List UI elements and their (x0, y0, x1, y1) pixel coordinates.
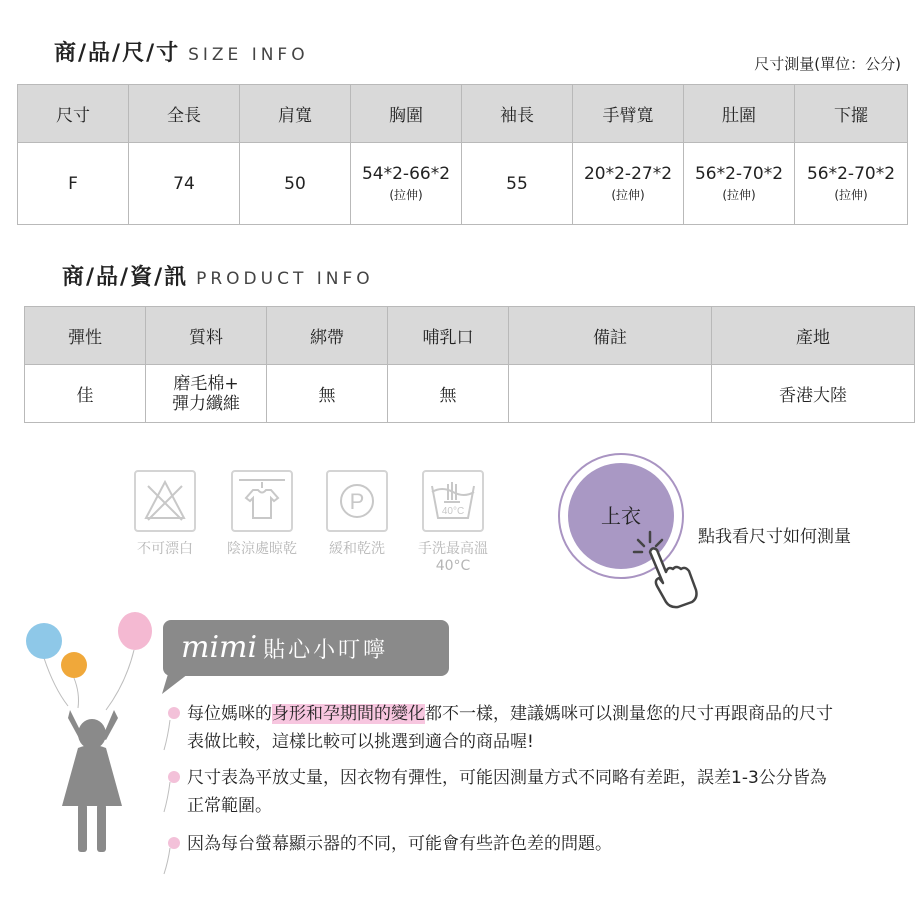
hand-wash-icon (422, 470, 484, 532)
material-line: 彈力纖維 (172, 393, 240, 414)
size-sub: (拉伸) (722, 188, 756, 202)
care-label: 手洗最高溫 (418, 541, 488, 557)
tip-item-1 (187, 700, 907, 756)
balloon-pink (118, 612, 152, 650)
strap-cell: 無 (267, 365, 388, 423)
size-value: 56*2-70*2 (694, 164, 784, 184)
hand-wash-temp: 40°C (441, 506, 465, 517)
unit-note: 尺寸測量(單位：公分) (754, 55, 901, 73)
bubble-tail (160, 674, 190, 696)
size-cell (240, 143, 351, 225)
size-cell (795, 143, 908, 225)
size-header-cell: 下擺 (795, 85, 908, 143)
gentle-dry-clean-icon (326, 470, 388, 532)
material-cell (146, 365, 267, 423)
measure-circle-label: 上衣 (601, 504, 641, 528)
care-label: 陰涼處晾乾 (227, 541, 297, 557)
size-cell (462, 143, 573, 225)
svg-text:P: P (349, 489, 365, 514)
size-header-row (18, 85, 908, 143)
tip-text: 每位媽咪的 (187, 704, 272, 724)
origin-cell: 香港大陸 (712, 365, 915, 423)
size-header-cell: 尺寸 (18, 85, 129, 143)
bullet-connector (160, 716, 174, 876)
size-header-cell: 手臂寬 (573, 85, 684, 143)
product-info-title (62, 260, 374, 291)
size-value: 50 (284, 173, 306, 194)
care-label: 緩和乾洗 (329, 541, 385, 557)
product-title-zh: 商/品/資/訊 (62, 265, 189, 290)
tip-text: 表做比較，這樣比較可以挑選到適合的商品喔! (187, 732, 534, 752)
care-label-2: 40°C (435, 558, 471, 574)
size-header-cell: 袖長 (462, 85, 573, 143)
material-line: 磨毛棉+ (173, 373, 239, 394)
size-sub: (拉伸) (834, 188, 868, 202)
elasticity-cell: 佳 (25, 365, 146, 423)
shade-dry-icon (231, 470, 293, 532)
care-item (214, 470, 310, 558)
tip-item-3: 因為每台螢幕顯示器的不同，可能會有些許色差的問題。 (187, 834, 612, 854)
size-header-cell: 全長 (129, 85, 240, 143)
tip-text: 正常範圍。 (187, 796, 272, 816)
size-cell (129, 143, 240, 225)
no-bleach-icon (134, 470, 196, 532)
size-cell (351, 143, 462, 225)
care-item (317, 470, 397, 558)
size-title-en: SIZE INFO (188, 45, 309, 65)
size-sub: (拉伸) (389, 188, 423, 202)
balloon-blue (26, 623, 62, 659)
size-cell (18, 143, 129, 225)
product-header-cell: 備註 (509, 307, 712, 365)
product-table (24, 306, 915, 423)
product-header-row (25, 307, 915, 365)
size-data-row (18, 143, 908, 225)
size-value: 55 (506, 173, 528, 194)
product-header-cell: 綁帶 (267, 307, 388, 365)
tip-highlight: 身形和孕期間的變化 (272, 704, 425, 724)
product-header-cell: 彈性 (25, 307, 146, 365)
product-header-cell: 質料 (146, 307, 267, 365)
child-balloons-illustration (22, 608, 162, 883)
size-title-zh: 商/品/尺/寸 (54, 41, 181, 66)
remark-cell (509, 365, 712, 423)
size-value: F (68, 173, 78, 194)
size-header-cell: 肚圍 (684, 85, 795, 143)
child-silhouette (62, 710, 122, 852)
balloon-orange (61, 652, 87, 678)
tips-title: 貼心小叮嚀 (263, 638, 389, 663)
size-info-title (54, 36, 309, 67)
measure-link[interactable]: 點我看尺寸如何測量 (698, 527, 851, 547)
tip-item-2 (187, 764, 907, 820)
size-cell (684, 143, 795, 225)
tip-text: 尺寸表為平放丈量，因衣物有彈性，可能因測量方式不同略有差距，誤差1-3公分皆為 (187, 768, 827, 788)
care-item (410, 470, 496, 574)
care-label: 不可漂白 (137, 541, 193, 557)
product-data-row (25, 365, 915, 423)
size-header-cell: 肩寬 (240, 85, 351, 143)
product-header-cell: 產地 (712, 307, 915, 365)
size-cell (573, 143, 684, 225)
size-header-cell: 胸圍 (351, 85, 462, 143)
tips-brand: mimi (181, 630, 258, 665)
size-sub: (拉伸) (611, 188, 645, 202)
product-header-cell: 哺乳口 (388, 307, 509, 365)
size-value: 74 (173, 173, 195, 194)
tip-text: 都不一樣，建議媽咪可以測量您的尺寸再跟商品的尺寸 (425, 704, 833, 724)
nursing-cell: 無 (388, 365, 509, 423)
product-title-en: PRODUCT INFO (196, 269, 374, 289)
care-item (127, 470, 203, 558)
size-value: 20*2-27*2 (583, 164, 673, 184)
size-value: 56*2-70*2 (806, 164, 896, 184)
size-value: 54*2-66*2 (361, 164, 451, 184)
size-table (17, 84, 908, 225)
tips-bubble (163, 620, 449, 676)
